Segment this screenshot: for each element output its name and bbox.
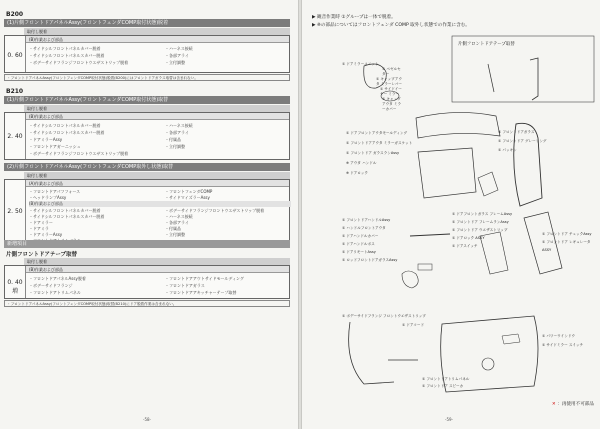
handle-cover-part xyxy=(418,264,432,270)
row-right: ・各部アライ xyxy=(165,53,189,58)
part-label: ① フロントドア フレームランAssy xyxy=(452,220,509,224)
part-label: ① ベゼルセター xyxy=(382,67,401,76)
row-subheader: (B)作業および部品 xyxy=(29,201,291,207)
row-right: ・各部アライ xyxy=(165,220,189,225)
row-left: ・フロントドアパネルAssy脱着 xyxy=(29,276,86,281)
row-right: ・フロントフェンダCOMP xyxy=(165,189,213,194)
new-item-title: 片側フロントドアテープ取替 xyxy=(6,252,78,258)
section-code: B210 xyxy=(6,88,24,95)
non-reusable-mark: ✕ xyxy=(551,402,556,407)
row-left: ・ボデーサイドフランジフロントウエザストリップ脱着 xyxy=(29,60,129,65)
section-subhead: 取付し脱着 xyxy=(24,258,290,265)
row-left: ・サイドシルフロントパネルカバー脱着 xyxy=(29,46,101,51)
part-label: ① フロントドア レギュレータ ASSY xyxy=(542,240,591,252)
section-subhead: 取付し脱着 xyxy=(24,172,290,179)
row-right: ・サイドマイズラーAssy xyxy=(165,195,210,200)
part-label: ① パッキン xyxy=(498,148,517,152)
part-label: ① ドアコード xyxy=(402,323,425,327)
part-label: ① キャップアウタ ミラーレバー xyxy=(376,77,402,86)
row-left: ・ドアミラーAssy xyxy=(29,232,63,237)
left-page xyxy=(0,0,298,429)
labor-time: 2. 40 xyxy=(7,133,23,140)
legend xyxy=(552,401,594,407)
row-left: ・ドアミラ xyxy=(29,226,49,231)
speaker-part xyxy=(482,358,494,370)
labor-time: 0. 40増 xyxy=(7,279,23,295)
callout-group-switch xyxy=(542,332,598,350)
row-right: ・各部アライ xyxy=(165,130,189,135)
row-left: ・ボデーサイドフランジフロントウエザストリップ脱着 xyxy=(29,151,129,156)
labor-time: 0. 60 xyxy=(7,52,23,59)
row-right: ・フロントドアガラス xyxy=(165,283,205,288)
row-right: ・フロントドアアキッチャーテープ取替 xyxy=(165,290,237,295)
part-label: ① ドアハンドルカバー xyxy=(342,234,379,238)
block-header: (A)作業および部品 xyxy=(26,180,289,187)
part-label: ① フロントドアハンドルAssy xyxy=(342,218,391,222)
callout-group-mirror xyxy=(342,62,402,112)
task-block xyxy=(4,265,290,299)
lock-part xyxy=(402,271,418,288)
footnote: ・フロントドアパネルAssy(フロントフェンダCOMP取付状態)脱着(B200)にはフロントドアガラス取替は含まれない。 xyxy=(4,74,290,81)
task-block xyxy=(4,112,290,160)
door-tape-part xyxy=(530,58,538,100)
row-right: ・ボデーサイドフランジフロントウエザストリップ脱着 xyxy=(165,208,265,213)
block-header: (B)作業および部品 xyxy=(26,36,289,43)
part-label: ① フロントドア グレーリング xyxy=(498,139,547,143)
page-number: -58- xyxy=(143,417,151,422)
row-left: ・サイドシルフロントパネルカバー脱着 xyxy=(29,123,101,128)
part-label: ① フロントドアガラス xyxy=(498,130,535,134)
section-subhead: 取付し脱着 xyxy=(24,105,290,112)
part-label: ① フロントドア ガラスランAssy xyxy=(346,151,400,155)
part-label: ① ドアハンドルボス xyxy=(342,242,375,246)
footnote: ・フロントドアパネルAssy(フロントフェンダCOMP取付状態)取替(B210)にドア脱着作業は含まれない。 xyxy=(4,300,290,307)
callout-group-frame xyxy=(452,210,542,250)
callout-group-regulator xyxy=(542,230,598,254)
part-label: ① ドアフロントガラス フレームAssy xyxy=(452,212,513,216)
part-label: ① ドアスイッチ xyxy=(452,244,478,248)
block-header: (B)作業および部品 xyxy=(26,113,289,120)
callout-group-glass xyxy=(346,128,436,178)
row-left: ・ドアミラーAssy xyxy=(29,137,63,142)
row-left: ・ドアミラー xyxy=(29,220,53,225)
row-left: ・ボデーサイドフランジ xyxy=(29,283,73,288)
part-label: ① フロントドア チェックAssy xyxy=(542,232,592,236)
part-label: ※ アウタ ハンドル xyxy=(346,161,377,165)
part-label: ① パワーウインドウ xyxy=(542,334,576,338)
row-right: ・立付調整 xyxy=(165,144,185,149)
part-label: ① フロントドア スピーカ xyxy=(422,384,464,388)
part-label: ① ドアリモートAssy xyxy=(342,250,376,254)
page-number: -59- xyxy=(445,417,453,422)
row-left: ・フロントドアトリムパネル xyxy=(29,290,81,295)
note-line: ▶ 観音作業時 ①グループは一体で脱着。 xyxy=(312,15,396,20)
part-label: ① ハンドルフロントアウタ xyxy=(342,226,386,230)
part-label: ① ドアロック ASSY xyxy=(452,236,485,240)
part-label: ① ドアフロントアウタモールディング xyxy=(346,131,408,135)
row-right: ・ハーネス接続 xyxy=(165,46,193,51)
part-label: ① フロントドア ウエザストリップ xyxy=(452,228,508,232)
task-block xyxy=(4,179,290,246)
tape-strip xyxy=(488,64,494,92)
row-right: ・ハーネス接続 xyxy=(165,214,193,219)
row-right: ・付属品 xyxy=(165,137,181,142)
weatherstrip-part xyxy=(349,322,394,384)
packing-part xyxy=(478,172,498,196)
row-left: ・フロントドアガーニッシュ xyxy=(29,144,81,149)
callout-group-right xyxy=(498,128,594,155)
legend-text: ：再使用不可部品 xyxy=(557,402,594,407)
section-title: (1)片側フロントドアパネルAssy(フロントフェンダCOMP取付状態)取替 xyxy=(4,96,290,104)
right-page xyxy=(302,0,600,429)
part-label: ① サイドミラー スイッチ xyxy=(542,343,584,347)
row-right: ・ハーネス接続 xyxy=(165,123,193,128)
inset-title: 片側フロントドアテープ取替 xyxy=(458,42,515,47)
row-left: ・フロントドアパフフォース xyxy=(29,189,81,194)
section-title: (1)片側フロントドアパネルAssy(フロントフェンダCOMP取付状態)脱着 xyxy=(4,19,290,27)
new-items-bar: 新増項目 xyxy=(4,240,290,248)
row-left: ・サイドシルフロントパネルスカバー脱着 xyxy=(29,214,105,219)
block-header: (B)作業および部品 xyxy=(26,266,289,273)
part-label: ① ドアミラーユニット xyxy=(342,62,379,66)
part-label: ① フロントドアアウタ ミラーガスケット xyxy=(346,141,413,145)
part-label: ① サイドイーヤー ミラー xyxy=(380,87,402,96)
task-block xyxy=(4,35,290,73)
row-right: ・付属品 xyxy=(165,226,181,231)
section-subhead: 取付し脱着 xyxy=(24,28,290,35)
row-left: ・ヘッドランプAssy xyxy=(29,195,67,200)
note-line: ▶ ※の部品についてはフロントフェンダ COMP 取外し状態での作業に含む。 xyxy=(312,23,470,28)
part-label: ① キャップアウタ ミラーカバー xyxy=(382,97,402,111)
row-left: ・サイドシルフロントパネルスカバー脱着 xyxy=(29,53,105,58)
section-title: (2)片側フロントドアパネルAssy(フロントフェンダCOMP取外し状態)取替 xyxy=(4,163,290,171)
row-right: ・立付調整 xyxy=(165,232,185,237)
callout-group-trim xyxy=(342,312,442,330)
row-left: ・サイドシルフロントパネルカバー脱着 xyxy=(29,208,101,213)
switch-part xyxy=(502,334,520,344)
part-label: ① フロントドアトリムパネル xyxy=(422,377,470,381)
part-label: ※ ドアロック xyxy=(346,171,368,175)
part-label: ① ロッドフロントドアガラスAssy xyxy=(342,258,398,262)
labor-time: 2. 50 xyxy=(7,208,23,215)
callout-group-bottom xyxy=(422,376,522,390)
part-label: ① ボデーサイドフランジ フロントウエザストリップ xyxy=(342,314,426,318)
section-code: B200 xyxy=(6,11,24,18)
row-left: ・サイドシルフロントパネルスカバー脱着 xyxy=(29,130,105,135)
callout-group-handle xyxy=(342,216,452,264)
row-right: ・フロントドアアウトサイドモールディング xyxy=(165,276,244,281)
row-right: ・立付調整 xyxy=(165,60,185,65)
